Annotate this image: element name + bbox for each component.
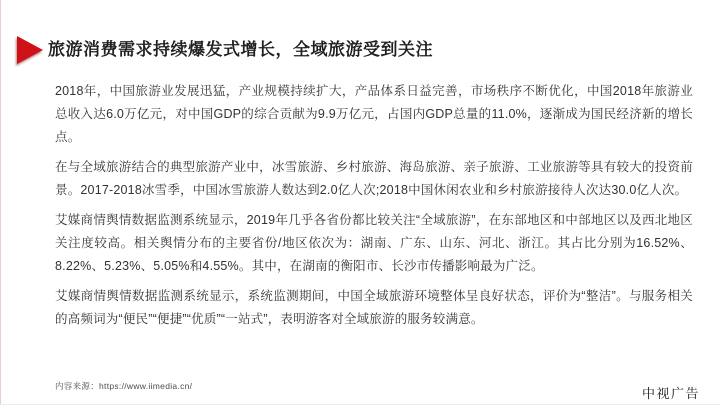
content-source: 内容来源：https://www.iimedia.cn/ — [55, 381, 193, 391]
paragraph-tourism-gdp: 2018年，中国旅游业发展迅猛，产业规模持续扩大，产品体系日益完善，市场秩序不断优化，中国2018年旅游业总收入达6.0万亿元，对中国GDP的综合贡献为9.9万亿元，占国内GDP总量的11.0%，逐渐成为国民经济新的增长点。 — [55, 84, 693, 144]
slide-title: 旅游消费需求持续爆发式增长，全域旅游受到关注 — [48, 40, 433, 59]
left-edge-accent — [0, 0, 1, 405]
brand-watermark: 中视广告 — [641, 386, 700, 401]
paragraph-service-evaluation: 艾媒商情舆情数据监测系统显示，系统监测期间，中国全域旅游环境整体呈良好状态，评价为“整洁”。与服务相关的高频词为“便民”“便捷”“优质”“一站式”，表明游客对全域旅游的服务较满意。 — [55, 289, 693, 326]
paragraph-regional-attention: 艾媒商情舆情数据监测系统显示，2019年几乎各省份都比较关注“全域旅游”，在东部地区和中部地区以及西北地区关注度较高。相关舆情分布的主要省份/地区依次为：湖南、广东、山东、河北、浙江。其占比分别为16.52%、8.22%、5.23%、5.05%和4.55%。其中，在湖南的衡阳市、长沙市传播影响最为广泛。 — [55, 213, 693, 273]
paragraph-industry-outlook: 在与全域旅游结合的典型旅游产业中，冰雪旅游、乡村旅游、海岛旅游、亲子旅游、工业旅游等具有较大的投资前景。2017-2018冰雪季，中国冰雪旅游人数达到2.0亿人次;2018中国休闲农业和乡村旅游接待人次达30.0亿人次。 — [55, 160, 693, 197]
slide-header — [17, 36, 433, 64]
slide-body — [55, 80, 693, 338]
accent-triangle-icon — [17, 36, 43, 64]
